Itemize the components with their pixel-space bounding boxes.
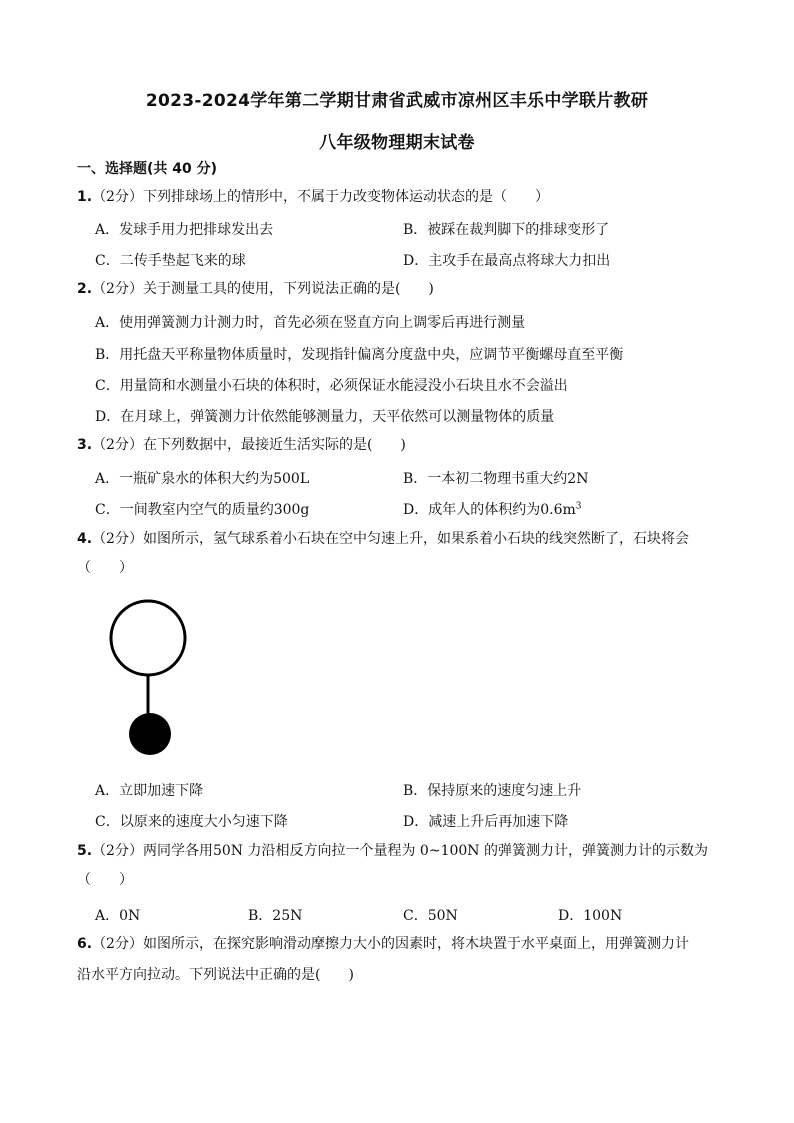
option-a: A．立即加速下降 [95, 783, 204, 799]
option-a: A．一瓶矿泉水的体积大约为500L [95, 471, 310, 487]
question-5 [77, 836, 727, 867]
question-2 [77, 274, 727, 305]
option-a: A．使用弹簧测力计测力时，首先必须在竖直方向上调零后再进行测量 [95, 315, 526, 331]
balloon-stone-figure [100, 595, 200, 763]
question-number: 3. [77, 437, 93, 453]
superscript-3: 3 [575, 501, 582, 512]
stone-circle [129, 713, 171, 755]
question-6-line2: 沿水平方向拉动。下列说法中正确的是( ) [77, 967, 354, 983]
question-number: 4. [77, 531, 93, 547]
question-number: 5. [77, 843, 93, 859]
option-a: A．发球手用力把排球发出去 [95, 222, 274, 238]
question-5-line2: （ ） [77, 872, 133, 888]
option-b: B．保持原来的速度匀速上升 [403, 783, 582, 799]
option-b: B．用托盘天平称量物体质量时，发现指针偏离分度盘中央，应调节平衡螺母直至平衡 [95, 347, 624, 363]
question-stem-line1: （2分）两同学各用50N 力沿相反方向拉一个量程为 0~100N 的弹簧测力计，弹簧测力计的示数为 [92, 843, 708, 859]
question-stem: （2分）在下列数据中，最接近生活实际的是( ) [92, 437, 406, 453]
question-4-line2: （ ） [77, 560, 133, 576]
option-a: A．0N [95, 908, 141, 924]
option-d: D．主攻手在最高点将球大力扣出 [403, 253, 611, 269]
option-c: C．二传手垫起飞来的球 [95, 253, 246, 269]
question-4 [77, 524, 727, 555]
question-number: 1. [77, 189, 93, 205]
option-b: B．25N [248, 908, 303, 924]
question-stem-line1: （2分）如图所示，在探究影响滑动摩擦力大小的因素时，将木块置于水平桌面上，用弹簧测力计 [92, 936, 689, 952]
section-heading: 一、选择题(共 40 分) [77, 161, 218, 177]
option-d: D．在月球上，弹簧测力计依然能够测量力，天平依然可以测量物体的质量 [95, 409, 555, 425]
option-b: B．一本初二物理书重大约2N [403, 471, 589, 487]
option-c: C．用量筒和水测量小石块的体积时，必须保证水能浸没小石块且水不会溢出 [95, 378, 568, 394]
option-d [403, 499, 582, 519]
option-c: C．以原来的速度大小匀速下降 [95, 814, 288, 830]
option-d-text: D．成年人的体积约为0.6m [403, 502, 576, 518]
exam-title-line1: 2023-2024学年第二学期甘肃省武威市凉州区丰乐中学联片教研 [145, 91, 649, 111]
question-6 [77, 929, 727, 960]
option-c: C．一间教室内空气的质量约300g [95, 502, 310, 518]
option-d: D．100N [558, 908, 623, 924]
balloon-circle [111, 601, 185, 675]
option-d: D．减速上升后再加速下降 [403, 814, 569, 830]
question-number: 6. [77, 936, 93, 952]
question-stem: （2分）关于测量工具的使用，下列说法正确的是( ) [92, 281, 434, 297]
question-number: 2. [77, 281, 93, 297]
exam-title-line2: 八年级物理期末试卷 [319, 133, 475, 153]
question-stem-line1: （2分）如图所示，氢气球系着小石块在空中匀速上升，如果系着小石块的线突然断了，石块将会 [92, 531, 689, 547]
option-b: B．被踩在裁判脚下的排球变形了 [403, 222, 610, 238]
question-3 [77, 430, 727, 461]
question-stem: （2分）下列排球场上的情形中，不属于力改变物体运动状态的是（ ） [92, 189, 549, 205]
option-c: C．50N [403, 908, 458, 924]
question-1 [77, 182, 727, 213]
